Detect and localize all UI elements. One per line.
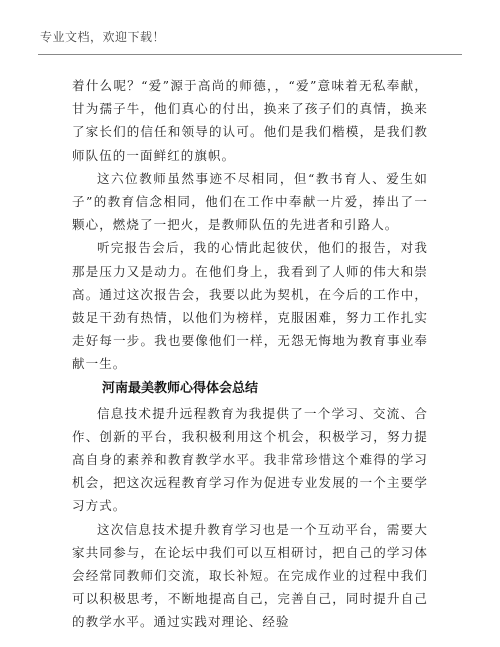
document-body [72,74,428,634]
header-divider [38,54,462,55]
paragraph-5: 这次信息技术提升教育学习也是一个互动平台，需要大家共同参与，在论坛中我们可以互相研讨，把自己的学习体会经常同教师们交流，取长补短。在完成作业的过程中我们可以积极思考，不断地提高自己，完善自己，同时提升自己的教学水平。通过实践对理论、经验 [72,521,428,630]
paragraph-1: 着什么呢？“爱”源于高尚的师德，，“爱”意味着无私奉献，甘为孺子牛，他们真心的付出，换来了孩子们的真情，换来了家长们的信任和领导的认可。他们是我们楷模，是我们教师队伍的一面鲜红的旗帜。 [72,78,428,163]
page-header: 专业文档，欢迎下载！ [40,30,166,44]
paragraph-2: 这六位教师虽然事迹不尽相同，但“教书育人、爱生如子”的教育信念相同，他们在工作中奉献一片爱，捧出了一颗心，燃烧了一把火，是教师队伍的先进者和引路人。 [72,170,428,233]
paragraph-3: 听完报告会后，我的心情此起彼伏，他们的报告，对我那是压力又是动力。在他们身上，我看到了人师的伟大和崇高。通过这次报告会，我要以此为契机，在今后的工作中，鼓足干劲有热情，以他们为榜样，克服困难，努力工作扎实走好每一步。我也要像他们一样，无怨无悔地为教育事业奉献一生。 [72,240,428,372]
paragraph-4: 信息技术提升远程教育为我提供了一个学习、交流、合作、创新的平台，我积极利用这个机会，积极学习，努力提高自身的素养和教育教学水平。我非常珍惜这个难得的学习机会，把这次远程教育学习作为促进专业发展的一个主要学习方式。 [72,405,428,514]
section-heading: 河南最美教师心得体会总结 [102,380,259,396]
